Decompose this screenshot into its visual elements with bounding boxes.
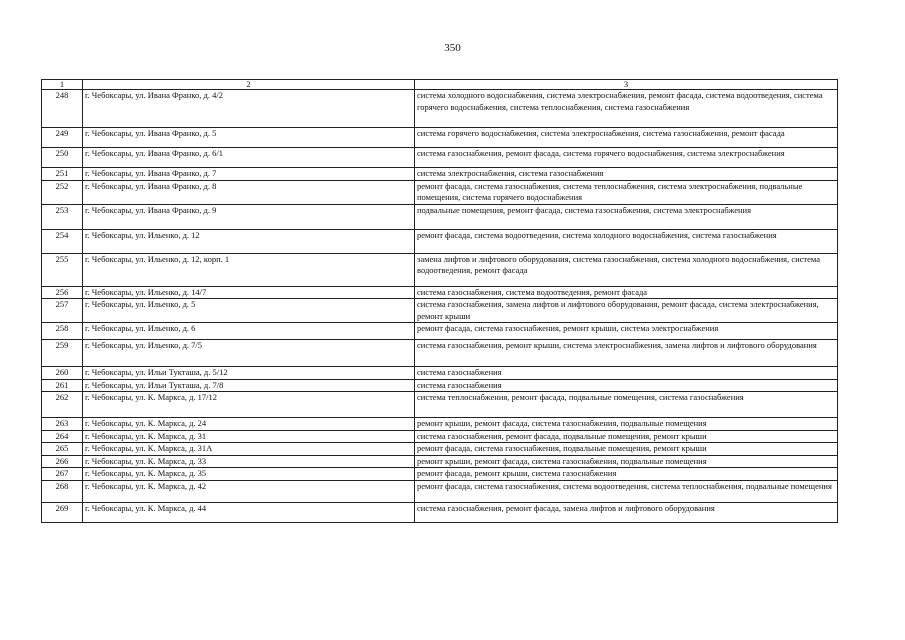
row-works: ремонт крыши, ремонт фасада, система газоснабжения, подвальные помещения xyxy=(415,455,838,468)
row-works: система газоснабжения xyxy=(415,379,838,392)
column-header-number: 1 xyxy=(42,80,83,90)
row-address: г. Чебоксары, ул. К. Маркса, д. 31А xyxy=(83,443,415,456)
table-row xyxy=(42,180,838,204)
row-number: 262 xyxy=(42,392,83,418)
row-address: г. Чебоксары, ул. К. Маркса, д. 42 xyxy=(83,480,415,502)
table-row xyxy=(42,90,838,128)
row-number: 255 xyxy=(42,253,83,286)
row-works: ремонт крыши, ремонт фасада, система газоснабжения, подвальные помещения xyxy=(415,418,838,431)
row-address: г. Чебоксары, ул. Ильенко, д. 6 xyxy=(83,323,415,340)
row-works: система газоснабжения, ремонт фасада, замена лифтов и лифтового оборудования xyxy=(415,502,838,522)
row-number: 253 xyxy=(42,204,83,229)
table-row xyxy=(42,340,838,367)
row-works: система газоснабжения xyxy=(415,367,838,380)
table-row xyxy=(42,455,838,468)
row-address: г. Чебоксары, ул. Ивана Франко, д. 8 xyxy=(83,180,415,204)
row-number: 267 xyxy=(42,468,83,481)
table-row xyxy=(42,418,838,431)
row-works: система газоснабжения, ремонт фасада, система горячего водоснабжения, система электроснабжения xyxy=(415,148,838,168)
row-number: 248 xyxy=(42,90,83,128)
row-works: система электроснабжения, система газоснабжения xyxy=(415,168,838,181)
row-number: 249 xyxy=(42,128,83,148)
column-header-address: 2 xyxy=(83,80,415,90)
row-works: система холодного водоснабжения, система электроснабжения, ремонт фасада, система водоотведения, система горячего водоснабжения, система теплоснабжения, система газоснабжения xyxy=(415,90,838,128)
table-row xyxy=(42,480,838,502)
table-row xyxy=(42,468,838,481)
row-works: ремонт фасада, система газоснабжения, подвальные помещения, ремонт крыши xyxy=(415,443,838,456)
table-row xyxy=(42,443,838,456)
column-header-works: 3 xyxy=(415,80,838,90)
table-row xyxy=(42,392,838,418)
row-address: г. Чебоксары, ул. Ильи Тукташа, д. 5/12 xyxy=(83,367,415,380)
table-row xyxy=(42,430,838,443)
row-number: 251 xyxy=(42,168,83,181)
row-number: 266 xyxy=(42,455,83,468)
row-address: г. Чебоксары, ул. К. Маркса, д. 17/12 xyxy=(83,392,415,418)
table-row xyxy=(42,168,838,181)
row-works: ремонт фасада, система газоснабжения, система водоотведения, система теплоснабжения, подвальные помещения xyxy=(415,480,838,502)
row-address: г. Чебоксары, ул. Ивана Франко, д. 4/2 xyxy=(83,90,415,128)
row-address: г. Чебоксары, ул. Ильенко, д. 12 xyxy=(83,229,415,253)
row-works: система газоснабжения, ремонт крыши, система электроснабжения, замена лифтов и лифтового оборудования xyxy=(415,340,838,367)
building-works-table xyxy=(41,79,838,523)
row-works: система газоснабжения, замена лифтов и лифтового оборудования, ремонт фасада, система электроснабжения, ремонт крыши xyxy=(415,299,838,323)
row-address: г. Чебоксары, ул. К. Маркса, д. 24 xyxy=(83,418,415,431)
row-number: 268 xyxy=(42,480,83,502)
row-number: 265 xyxy=(42,443,83,456)
table-row xyxy=(42,229,838,253)
row-number: 258 xyxy=(42,323,83,340)
row-address: г. Чебоксары, ул. Ивана Франко, д. 5 xyxy=(83,128,415,148)
row-number: 250 xyxy=(42,148,83,168)
row-works: ремонт фасада, ремонт крыши, система газоснабжения xyxy=(415,468,838,481)
table-row xyxy=(42,286,838,299)
table-row xyxy=(42,323,838,340)
row-address: г. Чебоксары, ул. К. Маркса, д. 35 xyxy=(83,468,415,481)
table-row xyxy=(42,379,838,392)
row-works: подвальные помещения, ремонт фасада, система газоснабжения, система электроснабжения xyxy=(415,204,838,229)
row-works: замена лифтов и лифтового оборудования, система газоснабжения, система холодного водоснабжения, система водоотведения, ремонт фасада xyxy=(415,253,838,286)
row-address: г. Чебоксары, ул. Ивана Франко, д. 7 xyxy=(83,168,415,181)
row-number: 259 xyxy=(42,340,83,367)
row-address: г. Чебоксары, ул. Ильи Тукташа, д. 7/8 xyxy=(83,379,415,392)
row-address: г. Чебоксары, ул. К. Маркса, д. 44 xyxy=(83,502,415,522)
row-number: 257 xyxy=(42,299,83,323)
row-number: 261 xyxy=(42,379,83,392)
row-number: 252 xyxy=(42,180,83,204)
row-address: г. Чебоксары, ул. Ильенко, д. 12, корп. 1 xyxy=(83,253,415,286)
row-number: 269 xyxy=(42,502,83,522)
row-address: г. Чебоксары, ул. Ивана Франко, д. 6/1 xyxy=(83,148,415,168)
row-address: г. Чебоксары, ул. Ивана Франко, д. 9 xyxy=(83,204,415,229)
table-row xyxy=(42,253,838,286)
table-row xyxy=(42,367,838,380)
table-row xyxy=(42,299,838,323)
table-row xyxy=(42,128,838,148)
row-works: ремонт фасада, система газоснабжения, система теплоснабжения, система электроснабжения, подвальные помещения, система горячего водоснабжения xyxy=(415,180,838,204)
row-works: система горячего водоснабжения, система электроснабжения, система газоснабжения, ремонт фасада xyxy=(415,128,838,148)
row-number: 260 xyxy=(42,367,83,380)
row-number: 264 xyxy=(42,430,83,443)
row-address: г. Чебоксары, ул. Ильенко, д. 7/5 xyxy=(83,340,415,367)
row-works: система теплоснабжения, ремонт фасада, подвальные помещения, система газоснабжения xyxy=(415,392,838,418)
page-number: 350 xyxy=(444,42,461,54)
table-row xyxy=(42,148,838,168)
row-address: г. Чебоксары, ул. Ильенко, д. 14/7 xyxy=(83,286,415,299)
row-address: г. Чебоксары, ул. Ильенко, д. 5 xyxy=(83,299,415,323)
row-works: ремонт фасада, система водоотведения, система холодного водоснабжения, система газоснабжения xyxy=(415,229,838,253)
row-number: 254 xyxy=(42,229,83,253)
table-row xyxy=(42,502,838,522)
table-row xyxy=(42,204,838,229)
row-works: система газоснабжения, ремонт фасада, подвальные помещения, ремонт крыши xyxy=(415,430,838,443)
table-header-row xyxy=(42,80,838,90)
row-number: 263 xyxy=(42,418,83,431)
row-address: г. Чебоксары, ул. К. Маркса, д. 33 xyxy=(83,455,415,468)
table-body xyxy=(42,80,838,523)
row-works: система газоснабжения, система водоотведения, ремонт фасада xyxy=(415,286,838,299)
row-address: г. Чебоксары, ул. К. Маркса, д. 31 xyxy=(83,430,415,443)
row-number: 256 xyxy=(42,286,83,299)
row-works: ремонт фасада, система газоснабжения, ремонт крыши, система электроснабжения xyxy=(415,323,838,340)
